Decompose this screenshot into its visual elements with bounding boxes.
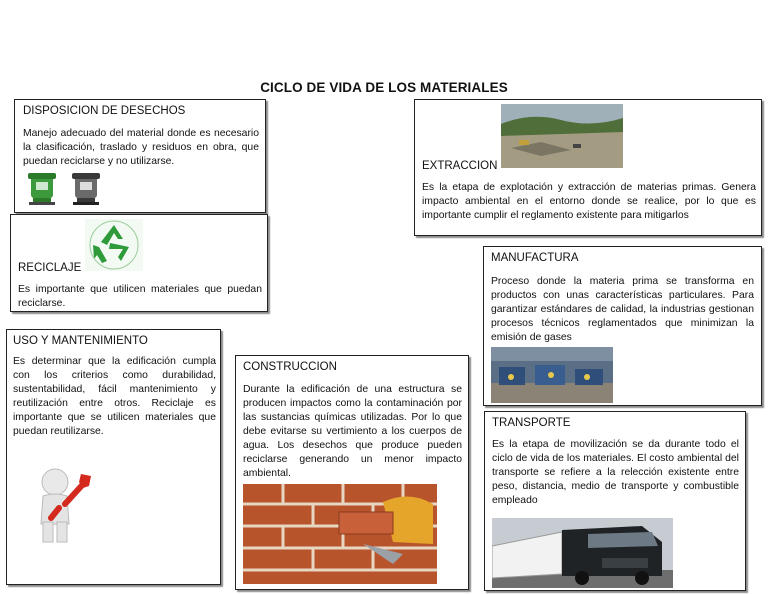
- truck-image: [492, 518, 673, 588]
- card-heading: USO Y MANTENIMIENTO: [13, 335, 148, 347]
- card-construccion: [235, 355, 469, 590]
- card-extraccion: [414, 99, 762, 236]
- quarry-image: [501, 104, 623, 168]
- factory-image: [491, 347, 613, 403]
- card-text: Manejo adecuado del material donde es necesario la clasificación, traslado y residuos en obra, que puedan reciclarse y no utilizarse.: [23, 128, 259, 167]
- page-title: CICLO DE VIDA DE LOS MATERIALES: [260, 80, 508, 95]
- card-heading: EXTRACCION: [422, 160, 498, 172]
- card-heading: CONSTRUCCION: [243, 361, 337, 373]
- card-text: Es la etapa de explotación y extracción de materias primas. Genera impacto ambiental en el entorno donde se realice, por lo que es importante cumplir el reglamento existente para mitigarlos: [422, 182, 756, 221]
- wrench-figure-image: [29, 464, 95, 546]
- card-manufactura: [483, 246, 762, 406]
- brick-wall-image: [243, 484, 437, 584]
- card-reciclaje: [10, 214, 268, 312]
- card-text: Es importante que utilicen materiales que puedan reciclarse.: [18, 284, 262, 309]
- card-uso: [6, 329, 221, 585]
- card-transporte: [484, 411, 746, 591]
- card-text: Proceso donde la materia prima se transforma en productos con unas características particulares. Para garantizar estándares de calidad, la industrias gestionan procesos técnicos reglamentados que minimizan la emisión de gases: [491, 276, 754, 343]
- trash-bins-image: [23, 170, 111, 210]
- card-text: Es la etapa de movilización se da durante todo el ciclo de vida de los materiales. El costo ambiental del transporte se refiere a la relección existente entre peso, distancia, medio de transporte y combustible empleado: [492, 439, 739, 506]
- card-heading: RECICLAJE: [18, 262, 82, 274]
- card-text: Durante la edificación de una estructura se producen impactos como la contaminación por las sustancias químicas utilizadas. Por lo que debe evitarse su vertimiento a los cuerpos de agua. Los desechos que produce pueden reciclarse generando un menor impacto ambiental.: [243, 384, 462, 479]
- card-heading: MANUFACTURA: [491, 252, 579, 264]
- card-heading: DISPOSICION DE DESECHOS: [23, 105, 186, 117]
- card-disposicion: [14, 99, 266, 213]
- card-text: Es determinar que la edificación cumpla con los criterios como durabilidad, sustentabilidad, fácil mantenimiento y reutilización entre otros. Reciclaje es importante que se utilicen materiales que puedan reutilizarse.: [13, 356, 216, 437]
- card-heading: TRANSPORTE: [492, 417, 571, 429]
- recycle-icon: [85, 219, 143, 271]
